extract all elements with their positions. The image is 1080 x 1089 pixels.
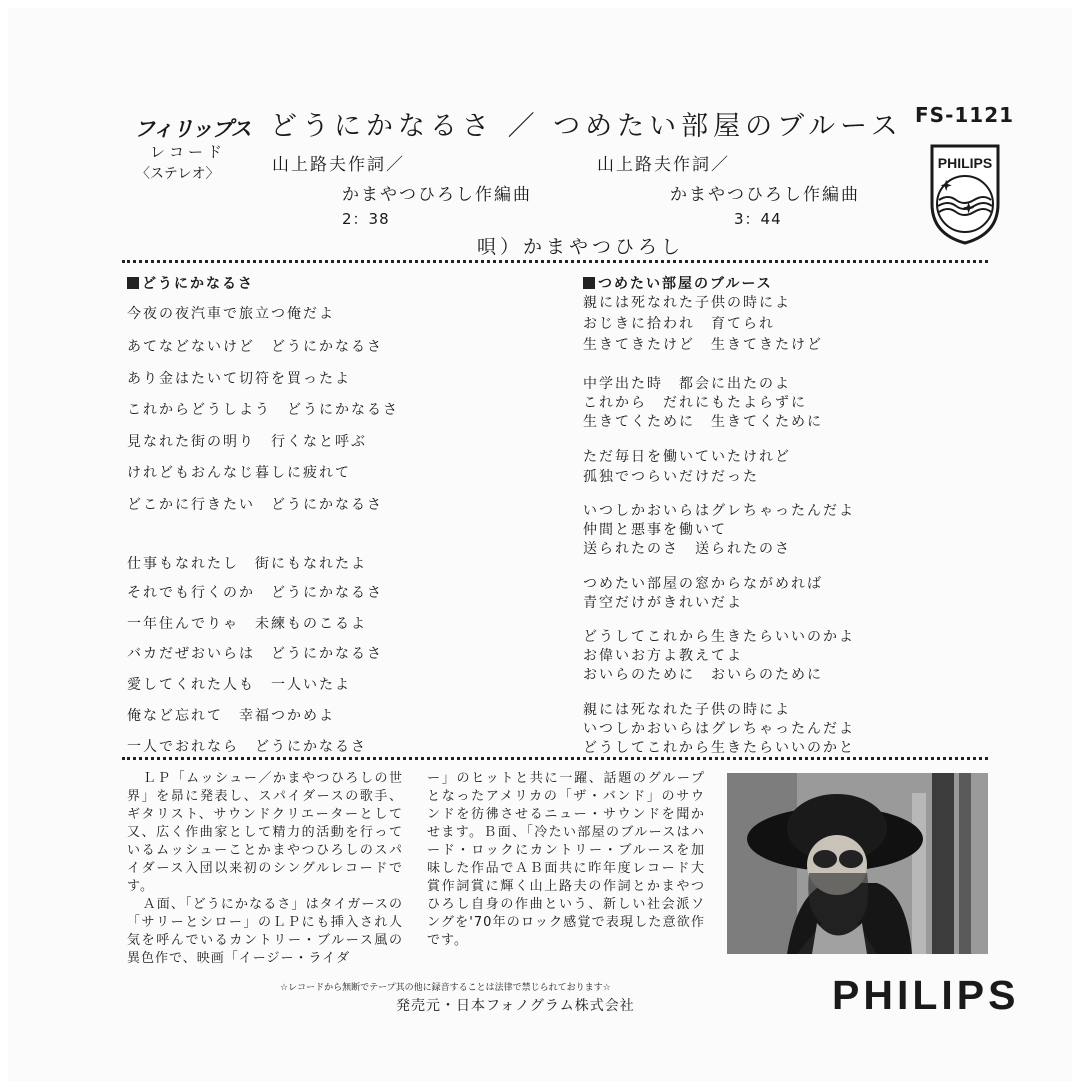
lyric-line: 愛してくれた人も 一人いたよ	[127, 677, 351, 693]
side-a-duration: 2：38	[342, 210, 390, 228]
liner-notes-paragraph: ー」のヒットと共に一躍、話題のグループとなったアメリカの「ザ・バンド」のサウンドを彷彿させるニュー・サウンドを聞かせます。Ｂ面、「冷たい部屋のブルースはハード・ロックにカントリー・ブルースを加味した作品でＡＢ面共に昨年度レコード大賞作詞賞に輝く山上路夫の作詞とかまやつひろし自身の作曲という、新しい社会派ソングを'70年のロック感覚で表現した意欲作です。	[427, 771, 705, 948]
philips-logo: PHILIPS	[832, 972, 1020, 1018]
side-a-heading: どうにかなるさ	[127, 273, 254, 293]
stereo-label: 〈ステレオ〉	[136, 166, 220, 182]
lyric-line: 俺など忘れて 幸福つかめよ	[127, 708, 335, 724]
lyric-line: 生きてくために 生きてくために	[583, 414, 823, 430]
lyric-line: 青空だけがきれいだよ	[583, 595, 743, 611]
lyric-line: 見なれた街の明り 行くなと呼ぶ	[127, 434, 367, 450]
lyric-line: けれどもおんなじ暮しに疲れて	[127, 465, 351, 481]
artist-photo	[727, 773, 988, 954]
liner-notes-col2	[427, 770, 705, 950]
lyric-line: 生きてきたけど 生きてきたけど	[583, 337, 823, 353]
lyric-line: いつしかおいらはグレちゃったんだよ	[583, 503, 855, 519]
lyric-line: つめたい部屋の窓からながめれば	[583, 576, 823, 592]
lyric-line: ただ毎日を働いていたけれど	[583, 449, 791, 465]
catalog-number: FS-1121	[915, 103, 1015, 127]
lyric-line: 今夜の夜汽車で旅立つ俺だよ	[127, 306, 335, 322]
publisher: 発売元・日本フォノグラム株式会社	[396, 998, 635, 1014]
side-a-lyricist: 山上路夫作詞／	[272, 155, 405, 175]
lyric-line: 孤独でつらいだけだった	[583, 469, 759, 485]
lyric-line: 中学出た時 都会に出たのよ	[583, 376, 791, 392]
lyric-line: お偉いお方よ教えてよ	[583, 648, 743, 664]
lyric-line: おじきに拾われ 育てられ	[583, 316, 775, 332]
lyric-line: それでも行くのか どうにかなるさ	[127, 585, 383, 601]
page-title: どうにかなるさ ／ つめたい部屋のブルース	[270, 111, 903, 142]
maker-record-label: レコード	[150, 143, 227, 161]
lyric-line: あてなどないけど どうにかなるさ	[127, 339, 383, 355]
copyright-warning: ☆レコードから無断でテープ其の他に録音することは法律で禁じられております☆	[280, 983, 611, 993]
side-b-heading: つめたい部屋のブルース	[583, 273, 773, 293]
philips-shield-text: PHILIPS	[937, 155, 993, 171]
lyric-line: 一人でおれなら どうにかなるさ	[127, 739, 367, 755]
liner-notes-paragraph: ＬＰ「ムッシュー／かまやつひろしの世界」を昴に発表し、スパイダースの歌手、ギタリスト、サウンドクリエーターとして又、広く作曲家として精力的活動を行っているムッシューことかまやつひろしのスパイダース入団以来初のシングルレコードです。	[127, 771, 403, 894]
lyric-line: どこかに行きたい どうにかなるさ	[127, 497, 383, 513]
lyric-line: 親には死なれた子供の時によ	[583, 295, 791, 311]
philips-shield-logo	[928, 142, 1002, 246]
liner-notes-col1	[127, 770, 403, 968]
side-a-composer: かまやつひろし作編曲	[342, 185, 532, 205]
lyric-line: 仕事もなれたし 街にもなれたよ	[127, 556, 367, 572]
side-b-lyricist: 山上路夫作詞／	[597, 155, 730, 175]
lyric-line: 一年住んでりゃ 未練ものこるよ	[127, 616, 367, 632]
lyric-line: 送られたのさ 送られたのさ	[583, 541, 791, 557]
lyric-line: バカだぜおいらは どうにかなるさ	[127, 646, 383, 662]
lyric-line: これから だれにもたよらずに	[583, 395, 807, 411]
lyric-line: いつしかおいらはグレちゃったんだよ	[583, 721, 855, 737]
divider-top	[122, 260, 988, 263]
lyric-line: どうしてこれから生きたらいいのかよ	[583, 629, 855, 645]
side-b-duration: 3：44	[734, 210, 782, 228]
lyric-line: どうしてこれから生きたらいいのかと	[583, 740, 855, 756]
maker-name: フィリップス	[134, 117, 251, 141]
lyric-line: おいらのために おいらのために	[583, 667, 823, 683]
divider-bottom	[122, 757, 988, 760]
lyric-line: これからどうしよう どうにかなるさ	[127, 402, 399, 418]
lyric-line: あり金はたいて切符を買ったよ	[127, 371, 351, 387]
lyric-line: 親には死なれた子供の時によ	[583, 702, 791, 718]
side-b-composer: かまやつひろし作編曲	[670, 185, 860, 205]
lyric-line: 仲間と悪事を働いて	[583, 522, 727, 538]
singer-credit: 唄）かまやつひろし	[477, 236, 685, 258]
liner-notes-paragraph: Ａ面、「どうにかなるさ」はタイガースの「サリーとシロー」のＬＰにも挿入され人気を呼んでいるカントリー・ブルース風の異色作で、映画「イージー・ライダ	[127, 897, 403, 966]
